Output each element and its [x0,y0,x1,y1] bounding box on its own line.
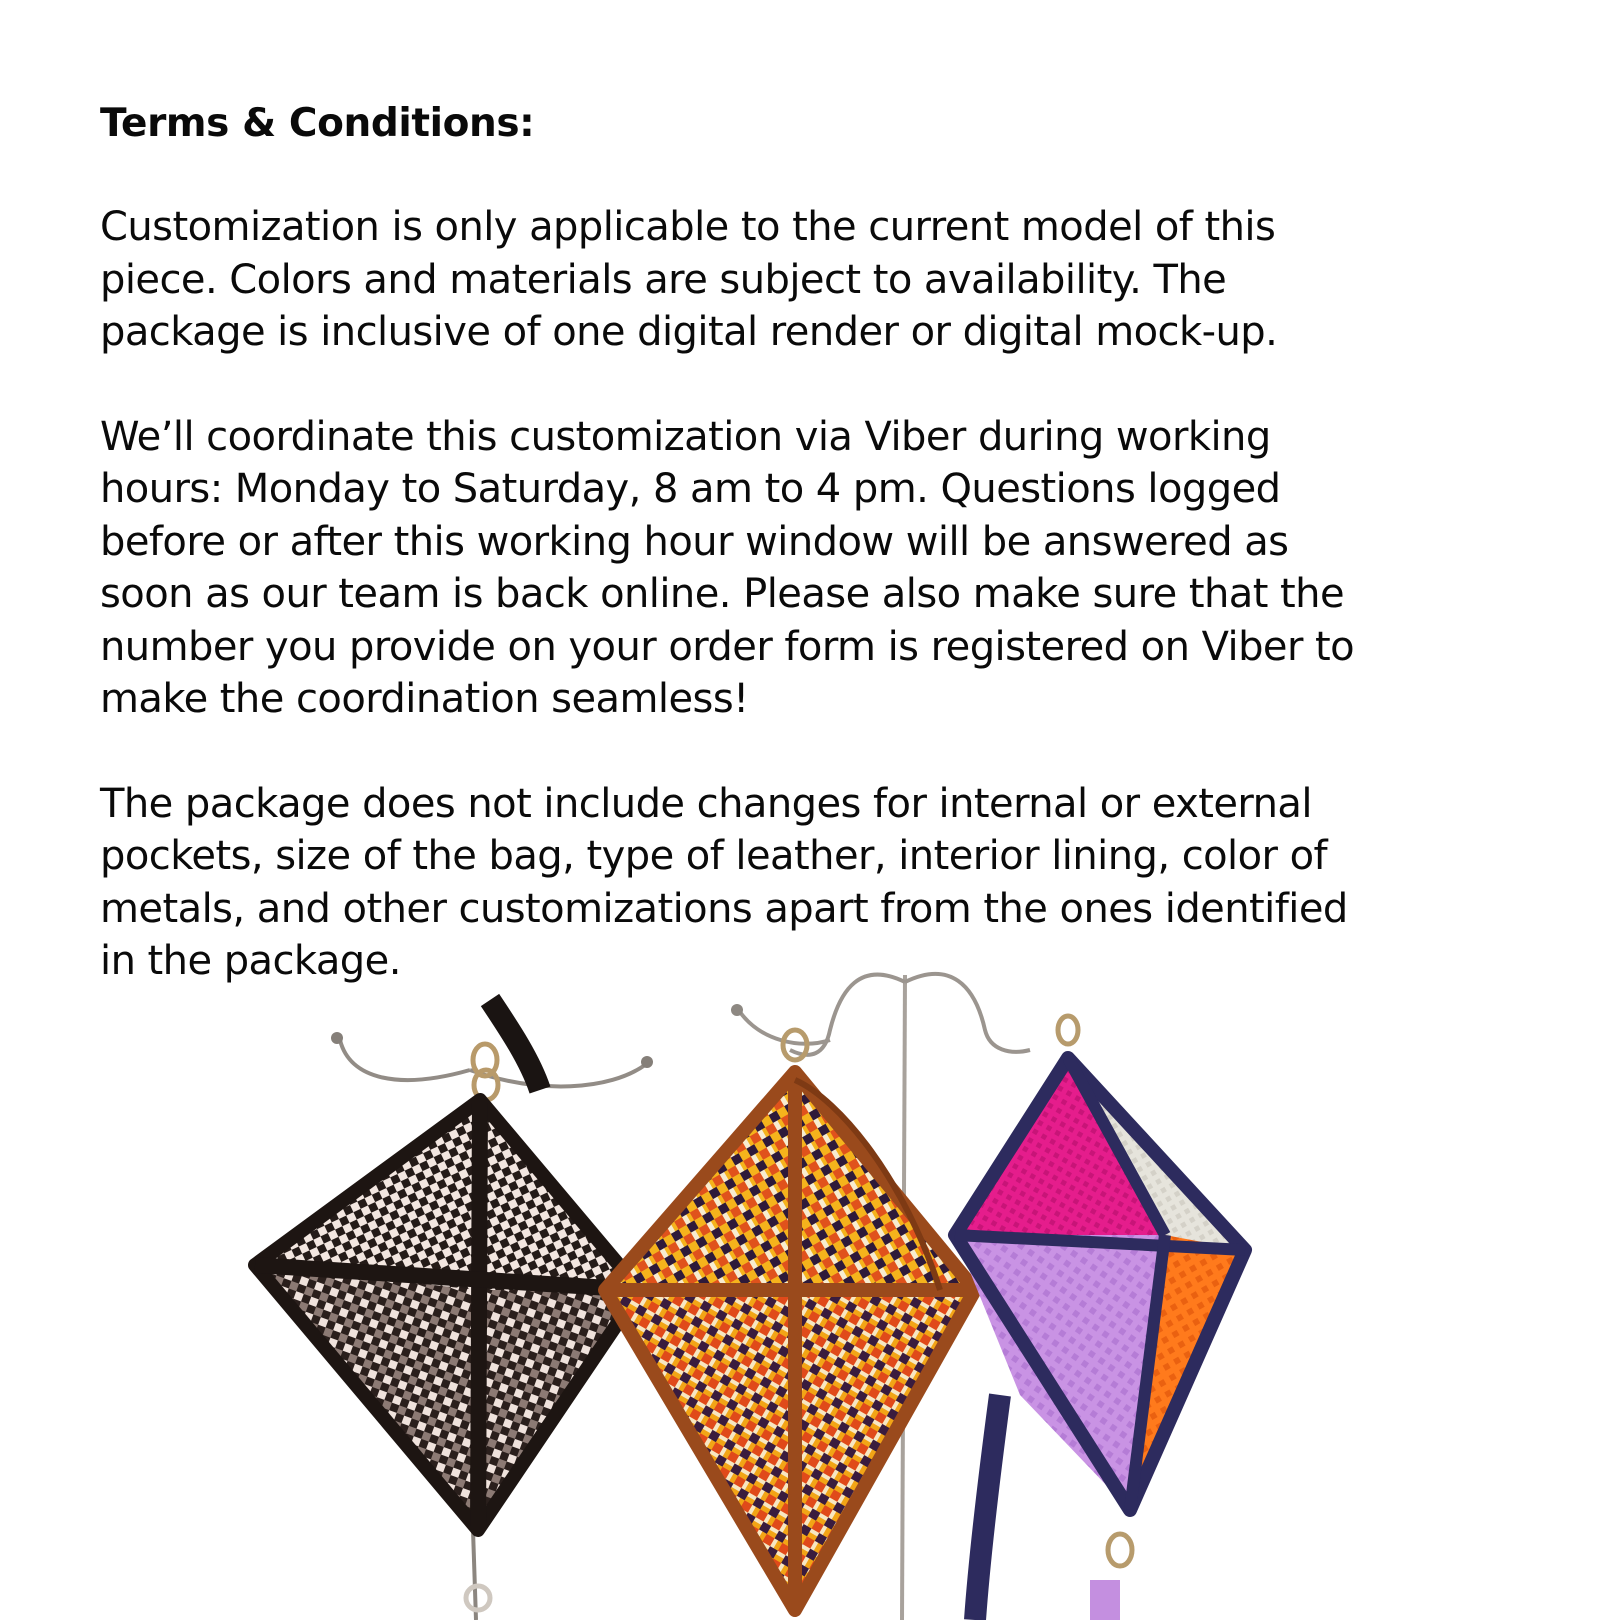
terms-paragraph-exclusions [100,778,1540,988]
text-line: pockets, size of the bag, type of leather, interior lining, color of [100,833,1328,879]
terms-paragraph-customization [100,201,1540,359]
terms-section [100,96,1540,1040]
text-line: in the package. [100,938,401,984]
text-line: Customization is only applicable to the current model of this [100,204,1276,250]
product-photo [0,960,1620,1620]
black-woven-bag [255,1000,640,1610]
text-line: metals, and other customizations apart from the ones identified [100,885,1348,932]
text-line: The package does not include changes for internal or external [100,780,1312,827]
terms-paragraph-coordination [100,411,1540,726]
text-line: package is inclusive of one digital render or digital mock-up. [100,309,1278,355]
text-line: soon as our team is back online. Please also make sure that the [100,571,1345,617]
terms-title: Terms & Conditions: [100,101,535,146]
text-line: hours: Monday to Saturday, 8 am to 4 pm. Questions logged [100,466,1281,512]
colorblock-bag [955,1016,1245,1620]
text-line: We’ll coordinate this customization via Viber during working [100,413,1271,460]
text-line: before or after this working hour window will be answered as [100,518,1289,565]
text-line: make the coordination seamless! [100,676,749,722]
text-line: piece. Colors and materials are subject to availability. The [100,256,1227,303]
brown-woven-bag [605,1030,975,1610]
text-line: number you provide on your order form is registered on Viber to [100,623,1355,670]
